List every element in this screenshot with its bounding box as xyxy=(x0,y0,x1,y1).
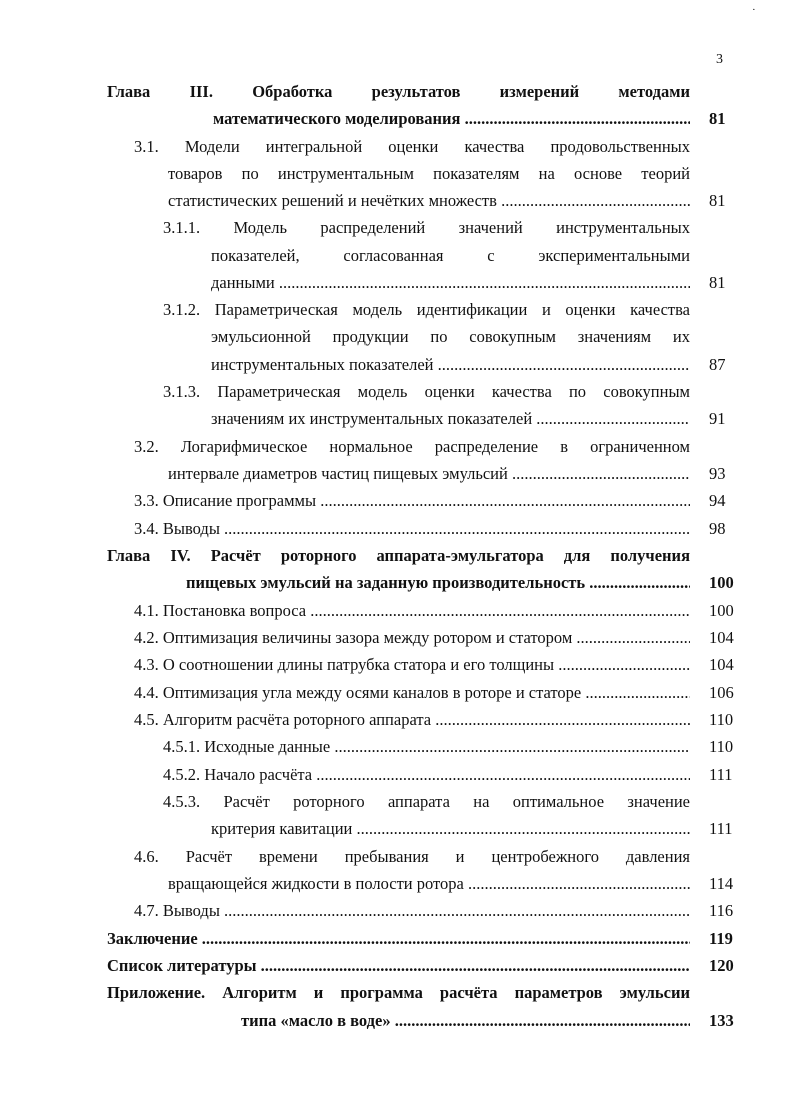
toc-4-5-1-page: 110 xyxy=(709,737,734,756)
toc-appendix-line1: Приложение. Алгоритм и программа расчёта параметров эмульсии xyxy=(107,983,690,1002)
toc-chapter3-page: 81 xyxy=(709,109,726,128)
toc-references-line1: Список литературы ..... xyxy=(107,953,690,979)
toc-3-1-2-line3: инструментальных показателей ..... xyxy=(211,352,690,378)
toc-4-2-page: 104 xyxy=(709,628,734,647)
toc-4-1-page: 100 xyxy=(709,601,734,620)
toc-4-5-3-line2: критерия кавитации ..... xyxy=(211,816,690,842)
toc-4-6-line1: 4.6. Расчёт времени пребывания и центробежного давления xyxy=(134,847,690,866)
toc-3-1-1-line2: показателей, согласованная с экспериментальными xyxy=(211,246,690,265)
toc-3-1-2-line1: 3.1.2. Параметрическая модель идентификации и оценки качества xyxy=(163,300,690,319)
toc-3-2-line1: 3.2. Логарифмическое нормальное распределение в ограниченном xyxy=(134,437,690,456)
page-number: 3 xyxy=(716,52,723,67)
toc-3-1-2-page: 87 xyxy=(709,355,726,374)
toc-4-2-line1: 4.2. Оптимизация величины зазора между ротором и статором ..... xyxy=(134,625,690,651)
toc-3-2-line2: интервале диаметров частиц пищевых эмульсий ..... xyxy=(168,461,690,487)
toc-chapter4-title-line1: Глава IV. Расчёт роторного аппарата-эмульгатора для получения xyxy=(107,546,690,565)
toc-4-5-line1: 4.5. Алгоритм расчёта роторного аппарата ..... xyxy=(134,707,690,733)
toc-conclusion-line1: Заключение ..... xyxy=(107,926,690,952)
toc-4-7-page: 116 xyxy=(709,901,734,920)
toc-3-1-page: 81 xyxy=(709,191,726,210)
toc-3-1-line2: товаров по инструментальным показателям на основе теорий xyxy=(168,164,690,183)
toc-4-5-2-line1: 4.5.2. Начало расчёта ..... xyxy=(163,762,690,788)
toc-4-5-1-line1: 4.5.1. Исходные данные ..... xyxy=(163,734,690,760)
toc-chapter3-title-line1: Глава III. Обработка результатов измерений методами xyxy=(107,82,690,101)
toc-4-6-page: 114 xyxy=(709,874,734,893)
toc-chapter3-title-line2: математического моделирования ..... xyxy=(213,106,690,132)
corner-mark: · xyxy=(752,4,756,16)
toc-appendix-line2: типа «масло в воде» ..... xyxy=(241,1008,690,1034)
toc-4-6-line2: вращающейся жидкости в полости ротора ..... xyxy=(168,871,690,897)
toc-references-page: 120 xyxy=(709,956,734,975)
toc-3-1-1-line1: 3.1.1. Модель распределений значений инструментальных xyxy=(163,218,690,237)
toc-3-1-line3: статистических решений и нечётких множеств ..... xyxy=(168,188,690,214)
toc-4-5-2-page: 111 xyxy=(709,765,733,784)
toc-chapter4-page: 100 xyxy=(709,573,734,592)
toc-3-1-2-line2: эмульсионной продукции по совокупным значениям их xyxy=(211,327,690,346)
toc-4-7-line1: 4.7. Выводы ..... xyxy=(134,898,690,924)
toc-4-5-page: 110 xyxy=(709,710,734,729)
toc-4-3-line1: 4.3. О соотношении длины патрубка статора и его толщины ..... xyxy=(134,652,690,678)
toc-3-4-page: 98 xyxy=(709,519,726,538)
toc-3-1-line1: 3.1. Модели интегральной оценки качества продовольственных xyxy=(134,137,690,156)
toc-3-1-1-line3: данными ..... xyxy=(211,270,690,296)
toc-3-1-3-page: 91 xyxy=(709,409,726,428)
toc-3-3-line1: 3.3. Описание программы ..... xyxy=(134,488,690,514)
toc-4-3-page: 104 xyxy=(709,655,734,674)
toc-4-4-line1: 4.4. Оптимизация угла между осями каналов в роторе и статоре ..... xyxy=(134,680,690,706)
toc-3-1-3-line2: значениям их инструментальных показателей ..... xyxy=(211,406,690,432)
toc-chapter4-title-line2: пищевых эмульсий на заданную производительность ..... xyxy=(186,570,690,596)
toc-3-3-page: 94 xyxy=(709,491,726,510)
toc-4-5-3-page: 111 xyxy=(709,819,733,838)
toc-4-5-3-line1: 4.5.3. Расчёт роторного аппарата на оптимальное значение xyxy=(163,792,690,811)
toc-3-1-3-line1: 3.1.3. Параметрическая модель оценки качества по совокупным xyxy=(163,382,690,401)
toc-4-4-page: 106 xyxy=(709,683,734,702)
toc-4-1-line1: 4.1. Постановка вопроса ..... xyxy=(134,598,690,624)
toc-3-4-line1: 3.4. Выводы ..... xyxy=(134,516,690,542)
toc-conclusion-page: 119 xyxy=(709,929,733,948)
toc-3-1-1-page: 81 xyxy=(709,273,726,292)
toc-appendix-page: 133 xyxy=(709,1011,734,1030)
toc-3-2-page: 93 xyxy=(709,464,726,483)
